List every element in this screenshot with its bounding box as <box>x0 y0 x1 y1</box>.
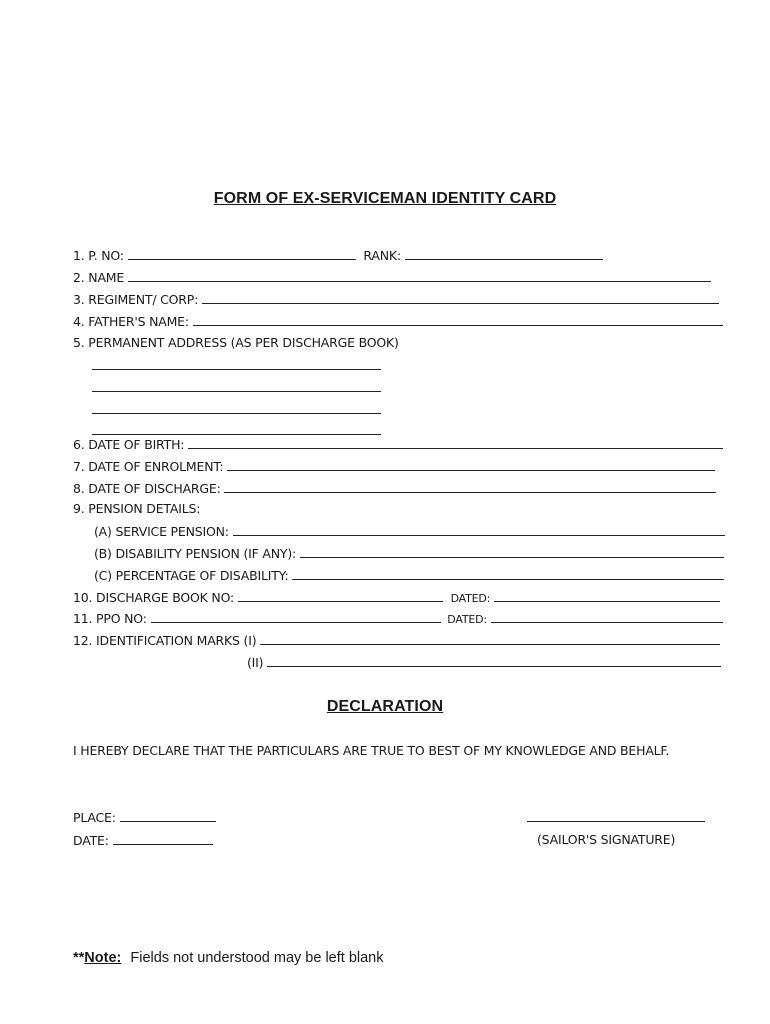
place-label: PLACE: <box>73 810 116 825</box>
date-of-discharge-label: 8. DATE OF DISCHARGE: <box>73 481 221 496</box>
form-title: FORM OF EX-SERVICEMAN IDENTITY CARD <box>213 190 557 207</box>
disability-pension-blank[interactable] <box>300 545 724 558</box>
field-date-of-birth <box>73 436 723 453</box>
discharge-book-dated-blank[interactable] <box>494 589 720 602</box>
field-service-pension <box>94 523 725 540</box>
field-name <box>73 269 711 286</box>
address-line-2 <box>92 379 381 396</box>
field-date-of-enrolment <box>73 458 715 475</box>
rank-label: RANK: <box>363 248 401 263</box>
date-of-enrolment-blank[interactable] <box>227 458 715 471</box>
signature-line <box>527 809 705 826</box>
signature-blank[interactable] <box>527 809 705 822</box>
declaration-heading: DECLARATION <box>326 698 444 715</box>
field-date <box>73 832 213 849</box>
place-blank[interactable] <box>120 809 216 822</box>
fathers-name-blank[interactable] <box>193 313 723 326</box>
discharge-book-no-blank[interactable] <box>238 589 443 602</box>
field-disability-pension <box>94 545 724 562</box>
field-place <box>73 809 216 826</box>
field-pension-details <box>73 501 200 517</box>
discharge-book-dated-label: DATED: <box>450 592 491 605</box>
service-pension-label: (A) SERVICE PENSION: <box>94 524 229 539</box>
address-blank-1[interactable] <box>92 357 381 370</box>
address-line-1 <box>92 357 381 374</box>
name-label: 2. NAME <box>73 270 125 285</box>
regiment-blank[interactable] <box>202 291 719 304</box>
fathers-name-label: 4. FATHER'S NAME: <box>73 314 189 329</box>
date-of-birth-blank[interactable] <box>188 436 723 449</box>
address-blank-2[interactable] <box>92 379 381 392</box>
ppo-dated-label: DATED: <box>447 613 487 626</box>
address-line-3 <box>92 401 381 418</box>
identification-marks-label: 12. IDENTIFICATION MARKS (I) <box>73 633 257 648</box>
field-regiment <box>73 291 719 308</box>
discharge-book-no-label: 10. DISCHARGE BOOK NO: <box>73 590 235 605</box>
percentage-of-disability-blank[interactable] <box>292 567 724 580</box>
field-date-of-discharge <box>73 480 716 497</box>
ppo-dated-blank[interactable] <box>491 610 723 623</box>
signature-label: (SAILOR'S SIGNATURE) <box>537 832 676 847</box>
p-no-blank[interactable] <box>128 247 356 260</box>
field-permanent-address <box>73 335 399 351</box>
field-fathers-name <box>73 313 723 330</box>
date-of-birth-label: 6. DATE OF BIRTH: <box>73 437 185 452</box>
pension-details-label: 9. PENSION DETAILS: <box>73 501 201 516</box>
ppo-no-label: 11. PPO NO: <box>73 611 147 626</box>
identification-marks-2-label: (II) <box>247 655 264 670</box>
field-identification-marks-2 <box>247 654 721 671</box>
footnote <box>73 950 383 966</box>
date-of-discharge-blank[interactable] <box>224 480 716 493</box>
field-p-no <box>73 247 603 264</box>
date-blank[interactable] <box>113 832 213 845</box>
field-percentage-of-disability <box>94 567 724 584</box>
address-blank-4[interactable] <box>92 422 381 435</box>
address-blank-3[interactable] <box>92 401 381 414</box>
disability-pension-label: (B) DISABILITY PENSION (IF ANY): <box>94 546 297 561</box>
field-identification-marks-1 <box>73 632 720 649</box>
date-label: DATE: <box>73 833 109 848</box>
note-label: **Note: <box>73 950 122 966</box>
service-pension-blank[interactable] <box>233 523 725 536</box>
declaration-text: I HEREBY DECLARE THAT THE PARTICULARS ARE TRUE TO BEST OF MY KNOWLEDGE AND BEHALF. <box>73 743 670 758</box>
date-of-enrolment-label: 7. DATE OF ENROLMENT: <box>73 459 224 474</box>
p-no-label: 1. P. NO: <box>73 248 124 263</box>
permanent-address-label: 5. PERMANENT ADDRESS (AS PER DISCHARGE BOOK) <box>73 335 399 350</box>
name-blank[interactable] <box>128 269 711 282</box>
identification-marks-blank-2[interactable] <box>267 654 721 667</box>
regiment-label: 3. REGIMENT/ CORP: <box>73 292 199 307</box>
note-text: Fields not understood may be left blank <box>130 950 384 966</box>
identification-marks-blank-1[interactable] <box>260 632 720 645</box>
rank-blank[interactable] <box>405 247 603 260</box>
field-discharge-book-no <box>73 589 720 607</box>
field-ppo-no <box>73 610 723 628</box>
percentage-of-disability-label: (C) PERCENTAGE OF DISABILITY: <box>94 568 289 583</box>
ppo-no-blank[interactable] <box>151 610 441 623</box>
